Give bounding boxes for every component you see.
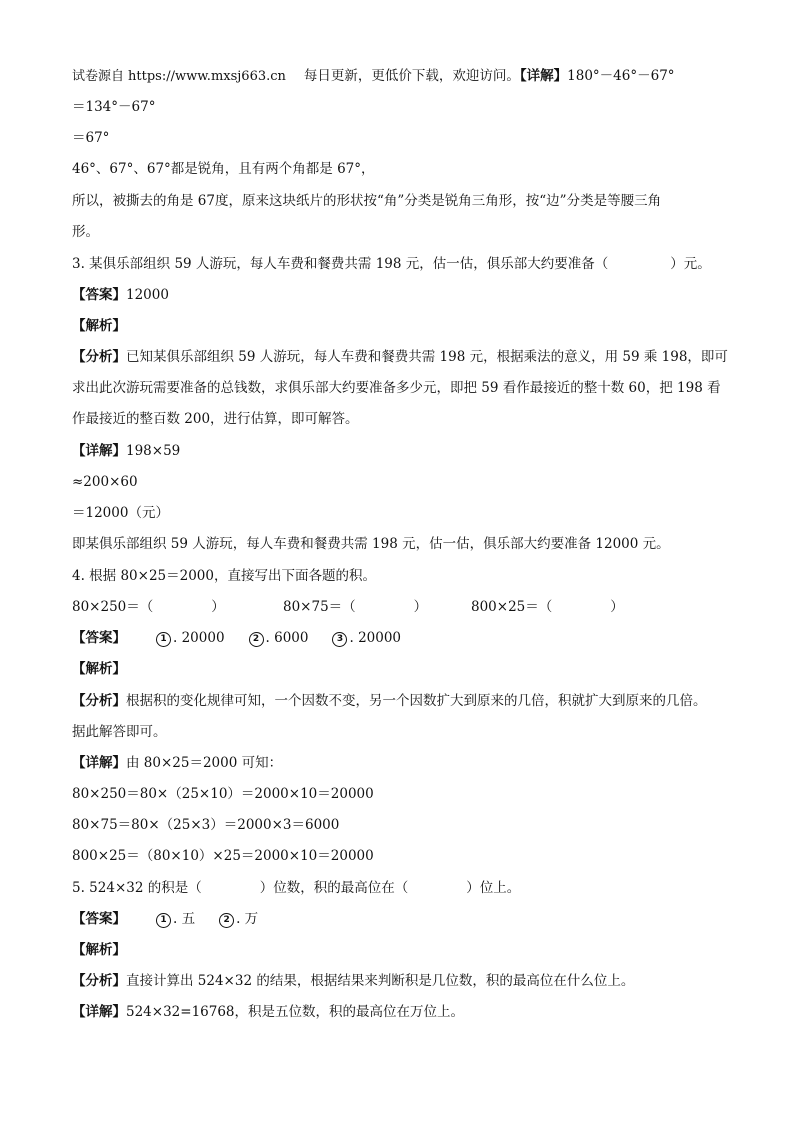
detail-tag: 【详解】 [72, 443, 126, 459]
circled-number: 1 [156, 632, 171, 647]
answer-value: . 五 [173, 911, 196, 927]
q3-fenxi [72, 347, 754, 367]
source-url[interactable]: https://www.mxsj663.cn [128, 69, 286, 84]
fenxi-text: 已知某俱乐部组织 59 人游玩，每人车费和餐费共需 198 元，根据乘法的意义，用 59 乘 198，即可 [126, 349, 728, 365]
answer-tag: 【答案】 [72, 911, 126, 927]
blank-c: 800×25＝（ ） [471, 599, 624, 615]
question-text: ）位数，积的最高位在（ [259, 880, 409, 896]
q4-answer [72, 628, 754, 648]
q3-answer [72, 285, 754, 305]
detail-text: ＝12000（元） [72, 505, 169, 521]
detail-text: 80×250＝80×（25×10）＝2000×10＝20000 [72, 786, 374, 802]
q5-fenxi [72, 971, 754, 991]
detail-text: 198×59 [126, 443, 181, 459]
fenxi-tag: 【分析】 [72, 349, 126, 365]
fenxi-text: 作最接近的整百数 200，进行估算，即可解答。 [72, 411, 359, 427]
detail-text: ≈200×60 [72, 474, 138, 490]
answer-value: . 20000 [349, 630, 402, 646]
question-text: ）位上。 [466, 880, 521, 896]
fenxi-tag: 【分析】 [72, 973, 126, 989]
fenxi-tag: 【分析】 [72, 693, 126, 709]
text-line: 46°、67°、67°都是锐角，且有两个角都是 67°， [72, 161, 375, 177]
detail-tag: 【详解】 [519, 68, 568, 84]
q5-answer [72, 909, 754, 929]
step-line: ＝67° [72, 130, 110, 146]
blank-a: 80×250＝（ ） [72, 599, 225, 615]
question-5 [72, 878, 754, 898]
question-text: ）元。 [670, 256, 711, 272]
question-text: 5. 524×32 的积是（ [72, 880, 202, 896]
fenxi-text: 直接计算出 524×32 的结果，根据结果来判断积是几位数，积的最高位在什么位上。 [126, 973, 635, 989]
detail-tag: 【详解】 [72, 755, 126, 771]
answer-value: 12000 [126, 287, 169, 303]
detail-text: 由 80×25＝2000 可知： [126, 755, 283, 771]
circled-number: 2 [219, 913, 234, 928]
detail-text: 800×25＝（80×10）×25＝2000×10＝20000 [72, 848, 374, 864]
answer-tag: 【答案】 [72, 630, 126, 646]
answer-value: . 6000 [265, 630, 309, 646]
analysis-tag: 【解析】 [72, 942, 126, 958]
detail-text: 524×32=16768，积是五位数，积的最高位在万位上。 [126, 1004, 465, 1020]
fenxi-text: 求出此次游玩需要准备的总钱数，求俱乐部大约要准备多少元，即把 59 看作最接近的整十数 60，把 198 看 [72, 380, 721, 396]
source-label: 试卷源自 [72, 69, 125, 84]
analysis-tag: 【解析】 [72, 661, 126, 677]
q3-detail [72, 441, 754, 461]
header-line [72, 66, 754, 87]
angle-expression: 180°－46°－67° [567, 68, 675, 84]
detail-tag: 【详解】 [72, 1004, 126, 1020]
question-text: 3. 某俱乐部组织 59 人游玩，每人车费和餐费共需 198 元，估一估，俱乐部大约要准备（ [72, 256, 609, 272]
question-4: 4. 根据 80×25＝2000，直接写出下面各题的积。 [72, 568, 376, 584]
circled-number: 3 [332, 632, 347, 647]
text-line: 形。 [72, 224, 99, 240]
blank-b: 80×75＝（ ） [283, 599, 428, 615]
answer-tag: 【答案】 [72, 287, 126, 303]
answer-value: . 20000 [173, 630, 225, 646]
circled-number: 1 [156, 913, 171, 928]
analysis-tag: 【解析】 [72, 318, 126, 334]
q4-detail [72, 753, 754, 773]
question-3 [72, 254, 754, 274]
step-line: ＝134°－67° [72, 99, 156, 115]
fenxi-text: 据此解答即可。 [72, 724, 167, 740]
header-slogan: 每日更新，更低价下载，欢迎访问。 [303, 68, 520, 84]
detail-text: 80×75＝80×（25×3）＝2000×3＝6000 [72, 817, 340, 833]
fenxi-text: 根据积的变化规律可知，一个因数不变，另一个因数扩大到原来的几倍，积就扩大到原来的几倍。 [126, 693, 707, 709]
text-line: 所以，被撕去的角是 67度，原来这块纸片的形状按“角”分类是锐角三角形，按“边”分类是等腰三角 [72, 193, 662, 209]
q5-detail [72, 1002, 754, 1022]
circled-number: 2 [249, 632, 264, 647]
answer-value: . 万 [236, 911, 259, 927]
conclusion-text: 即某俱乐部组织 59 人游玩，每人车费和餐费共需 198 元，估一估，俱乐部大约要准备 12000 元。 [72, 536, 670, 552]
q4-fenxi [72, 691, 754, 711]
